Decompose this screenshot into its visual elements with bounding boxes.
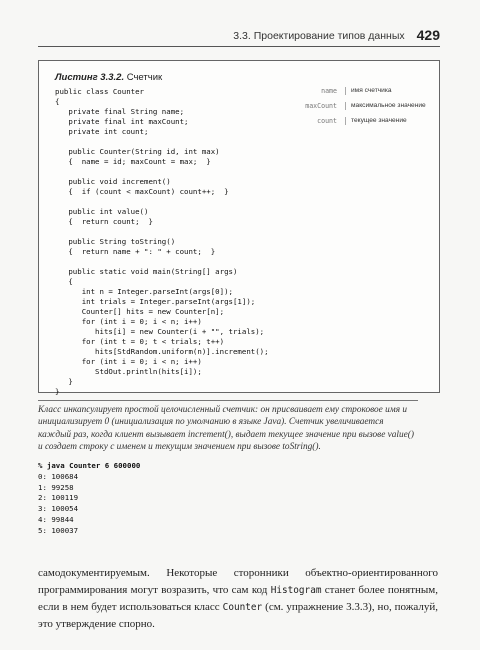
variable-description: максимальное значение	[345, 102, 426, 110]
output-line: 1: 99258	[38, 482, 74, 492]
page-header	[38, 24, 440, 47]
output-line: 2: 100119	[38, 493, 79, 503]
section-title: 3.3. Проектирование типов данных	[233, 30, 405, 42]
body-text-part: самодокументируемым. Некоторые сторонники объектно-ориентированного программирования могут возразить, что сам код	[38, 567, 438, 596]
output-line: 5: 100037	[38, 525, 79, 535]
output-command: % java Counter 6 600000	[38, 461, 141, 470]
instance-variable	[265, 117, 435, 125]
inline-code: Histogram	[270, 585, 322, 596]
variable-description: текущее значение	[345, 117, 407, 125]
variable-name: maxCount	[305, 102, 337, 110]
instance-variables-legend	[265, 87, 435, 132]
listing-code: public class Counter { private final String name; private final int maxCount; private int count; public Counter(String id, int max) { name = id; maxCount = max; } public void increment() { if (count < maxCount) count++; } public int value() { return count; } public String toString() { return name + ": " + count; } public static void main(String[] args) { int n = Integer.parseInt(args[0]); int trials = Integer.parseInt(args[1]); Counter[] hits = new Counter[n]; for (int i = 0; i < n; i++) hits[i] = new Counter(i + "", trials); for (int t = 0; t < trials; t++) hits[StdRandom.uniform(n)].increment(); for (int i = 0; i < n; i++) StdOut.println(hits[i]); } }	[55, 87, 269, 396]
output-line: 0: 100684	[38, 471, 79, 481]
output-line: 3: 100054	[38, 504, 79, 514]
inline-code: Counter	[222, 602, 263, 613]
sample-output	[38, 461, 140, 537]
listing-box	[38, 60, 440, 396]
listing-label: Листинг 3.3.2.	[55, 72, 125, 83]
variable-name: name	[321, 87, 337, 95]
listing-title: Счетчик	[124, 72, 163, 83]
body-text-part: (см. упражнение 3.3.3), но, пожалуй, это утверждение спорно.	[38, 601, 438, 630]
instance-variable	[265, 87, 435, 95]
listing-caption	[55, 72, 162, 83]
variable-name: count	[317, 117, 337, 125]
output-line: 4: 99844	[38, 514, 74, 524]
body-text-part: станет более понятным, если в нем будет использоваться класс	[38, 584, 439, 613]
instance-variable	[265, 102, 435, 110]
page-number: 429	[416, 27, 440, 43]
variable-description: имя счетчика	[345, 87, 392, 95]
listing-description: Класс инкапсулирует простой целочисленный счетчик: он присваивает ему строковое имя и инициализирует 0 (инициализация по умолчанию в языке Java). Счетчик увеличивается каждый раз, когда клиент вызывает increment(), выдает текущее значение при вызове value() и создает строку с именем и текущим значением при вызове toString().	[38, 400, 418, 454]
body-paragraph	[38, 565, 438, 633]
